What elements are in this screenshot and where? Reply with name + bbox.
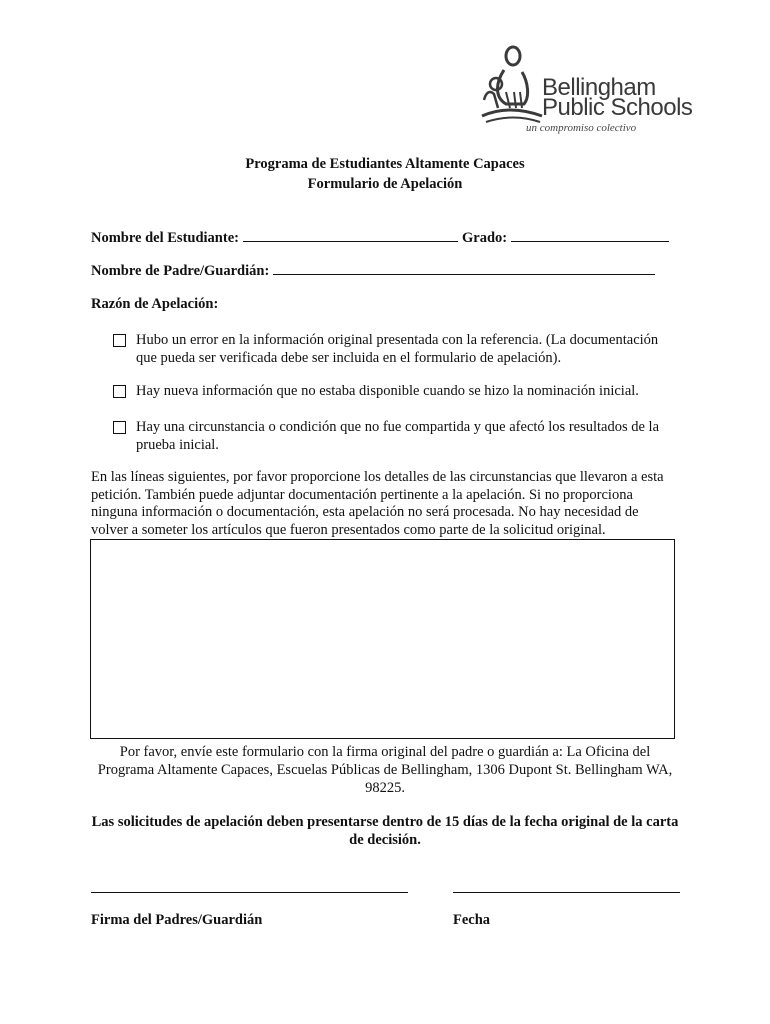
grade-field[interactable] [462,227,669,247]
reason-1-line2: que pueda ser verificada debe ser incluida en el formulario de apelación). [136,350,562,366]
logo-name-line1: Bellingham [542,74,656,101]
student-name-field[interactable] [91,227,458,247]
form-subtitle: Formulario de Apelación [307,176,463,192]
instructions-paragraph [91,469,681,539]
deadline-line1: Las solicitudes de apelación deben presentarse dentro de 15 días de la fecha original de la carta [91,814,679,830]
instructions-line2: petición. También puede adjuntar documentación pertinente a la apelación. Si no proporciona [91,486,633,503]
grade-label: Grado: [462,230,508,246]
parent-name-label: Nombre de Padre/Guardián: [91,263,270,279]
instructions-line1: En las líneas siguientes, por favor proporcione los detalles de las circunstancias que llevaron a esta [91,469,664,485]
submission-instructions [70,743,700,797]
deadline-line2: de decisión. [349,832,421,848]
submission-line3: 98225. [365,780,405,796]
signature-line[interactable] [91,892,408,893]
date-label: Fecha [453,912,491,928]
reason-3-line2: prueba inicial. [136,437,219,453]
reason-option-2[interactable] [113,382,673,400]
reason-1-line1: Hubo un error en la información original presentada con la referencia. (La documentación [136,332,659,348]
date-line[interactable] [453,892,680,893]
parent-name-line[interactable] [273,260,655,275]
reason-2-checkbox[interactable] [113,385,126,398]
signature-label: Firma del Padres/Guardián [91,912,263,928]
district-logo [476,42,696,142]
grade-line[interactable] [511,227,669,242]
reason-2-line1: Hay nueva información que no estaba disponible cuando se hizo la nominación inicial. [136,383,639,399]
reading-figure-icon [476,42,546,132]
instructions-line4: volver a someter los artículos que fueron presentados como parte de la solicitud original. [91,521,606,538]
submission-line1: Por favor, envíe este formulario con la firma original del padre o guardián a: La Oficina del [119,744,651,760]
student-name-label: Nombre del Estudiante: [91,230,239,246]
reason-3-line1: Hay una circunstancia o condición que no fue compartida y que afectó los resultados de la [136,419,660,435]
form-title: Programa de Estudiantes Altamente Capaces [245,156,525,172]
logo-tagline: un compromiso colectivo [526,122,637,134]
logo-name-line2: Public Schools [542,94,693,121]
reason-3-checkbox[interactable] [113,421,126,434]
student-name-line[interactable] [243,227,458,242]
deadline-notice [70,813,700,849]
submission-line2: Programa Altamente Capaces, Escuelas Públicas de Bellingham, 1306 Dupont St. Bellingham WA, [97,762,673,778]
parent-name-field[interactable] [91,260,655,280]
details-textarea[interactable] [90,539,675,739]
reason-1-checkbox[interactable] [113,334,126,347]
reason-label: Razón de Apelación: [91,296,219,312]
reason-option-3[interactable] [113,418,673,454]
reason-option-1[interactable] [113,331,673,367]
instructions-line3: ninguna información o documentación, esta apelación no será procesada. No hay necesidad de [91,504,639,520]
